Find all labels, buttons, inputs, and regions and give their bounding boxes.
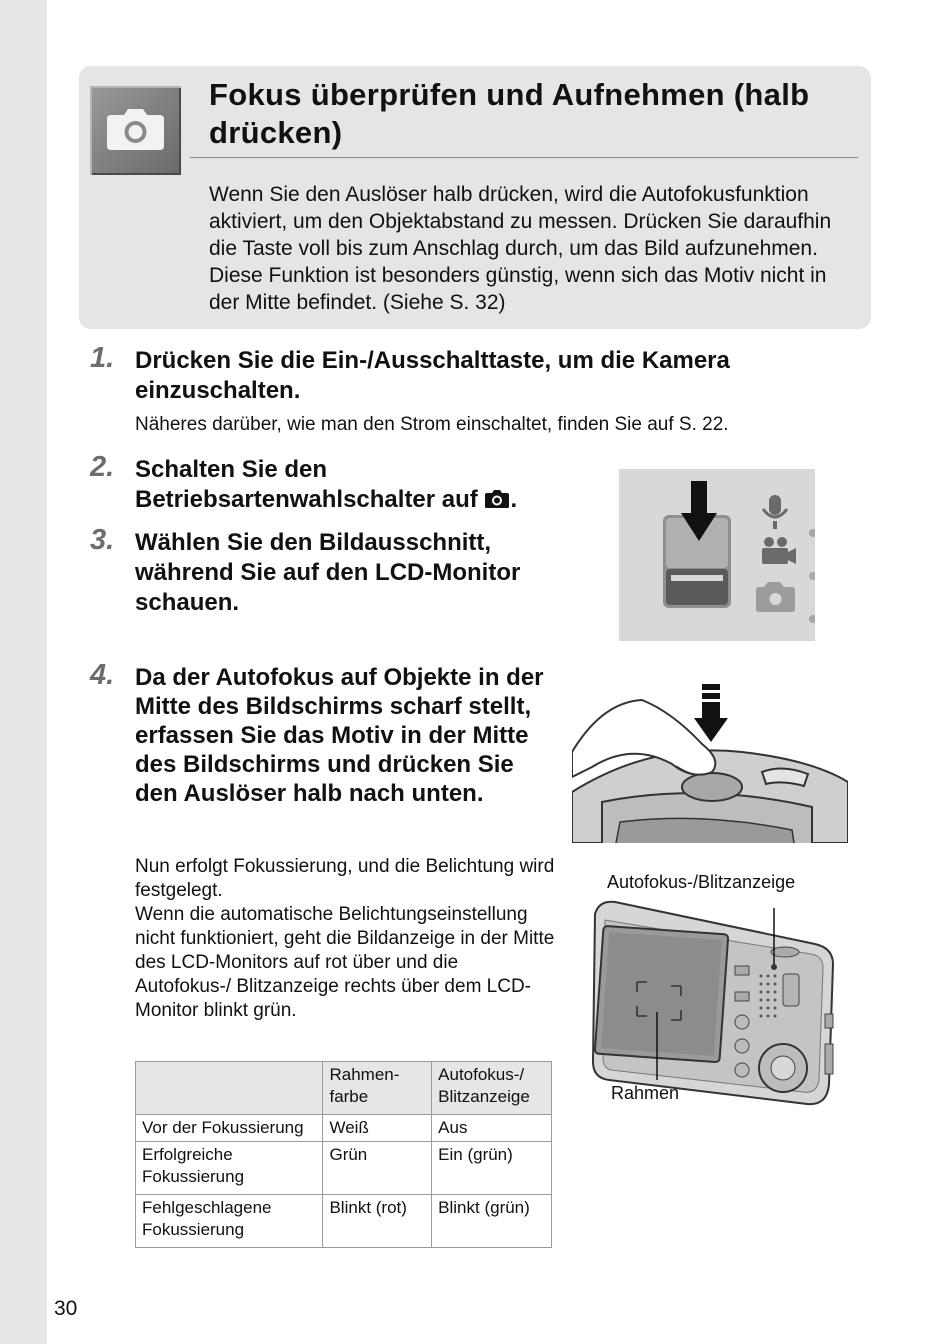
camera-mode-icon — [484, 489, 510, 509]
step-heading: Wählen Sie den Bildausschnitt, während Sie auf den LCD-Monitor schauen. — [135, 529, 521, 616]
step-note: Näheres darüber, wie man den Strom einschaltet, finden Sie auf S. 22. — [135, 414, 729, 435]
table-header-row — [136, 1062, 552, 1115]
frame-label: Rahmen — [611, 1083, 680, 1103]
step-number: 4. — [90, 659, 115, 691]
page-number: 30 — [54, 1297, 78, 1320]
af-indicator-label: Autofokus-/Blitzanzeige — [607, 872, 796, 892]
step-heading: Da der Autofokus auf Objekte in der Mitte des Bildschirms scharf stellt, erfassen Sie das Motiv in der Mitte des Bildschirms und drücken Sie den Auslöser halb nach unten. — [135, 664, 544, 807]
step-number: 2. — [90, 451, 115, 483]
table-cell: Blinkt (rot) — [323, 1195, 432, 1248]
table-row — [136, 1195, 552, 1248]
focus-status-table — [135, 1061, 552, 1248]
camera-icon — [90, 86, 181, 175]
table-row — [136, 1142, 552, 1195]
step-note: Nun erfolgt Fokussierung, und die Belichtung wird festgelegt. Wenn die automatische Belichtungseinstellung nicht funktioniert, geht die Bildanzeige in der Mitte des LCD-Monitors auf rot über und die Autofokus-/ Blitzanzeige rechts über dem LCD-Monitor blinkt grün. — [135, 856, 555, 1021]
mode-switch-photo — [619, 469, 815, 641]
table-cell: Grün — [323, 1142, 432, 1195]
table-cell: Erfolgreiche Fokussierung — [136, 1142, 323, 1195]
table-header-cell — [136, 1062, 323, 1115]
table-header-cell: Autofokus-/ Blitzanzeige — [432, 1062, 552, 1115]
section-title: Fokus überprüfen und Aufnehmen (halb drücken) — [209, 77, 810, 150]
shutter-press-photo — [572, 672, 848, 843]
title-divider — [190, 157, 858, 158]
step-number: 3. — [90, 524, 115, 556]
table-row — [136, 1115, 552, 1142]
table-cell: Weiß — [323, 1115, 432, 1142]
step-heading: Drücken Sie die Ein-/Ausschalttaste, um die Kamera einzuschalten. — [135, 347, 730, 404]
step-number: 1. — [90, 342, 115, 374]
table-cell: Vor der Fokussierung — [136, 1115, 323, 1142]
table-header-cell: Rahmen- farbe — [323, 1062, 432, 1115]
table-cell: Blinkt (grün) — [432, 1195, 552, 1248]
page-side-strip — [0, 0, 47, 1344]
table-cell: Aus — [432, 1115, 552, 1142]
camera-back-diagram — [585, 894, 840, 1109]
table-cell: Ein (grün) — [432, 1142, 552, 1195]
intro-text: Wenn Sie den Auslöser halb drücken, wird die Autofokusfunktion aktiviert, um den Objektabstand zu messen. Drücken Sie daraufhin die Taste voll bis zum Anschlag durch, um das Bild aufzunehmen. Diese Funktion ist besonders günstig, wenn sich das Motiv nicht in der Mitte befindet. (Siehe S. 32) — [209, 183, 832, 314]
table-cell: Fehlgeschlagene Fokussierung — [136, 1195, 323, 1248]
step-heading: Schalten Sie den Betriebsartenwahlschalter auf . — [135, 456, 518, 513]
